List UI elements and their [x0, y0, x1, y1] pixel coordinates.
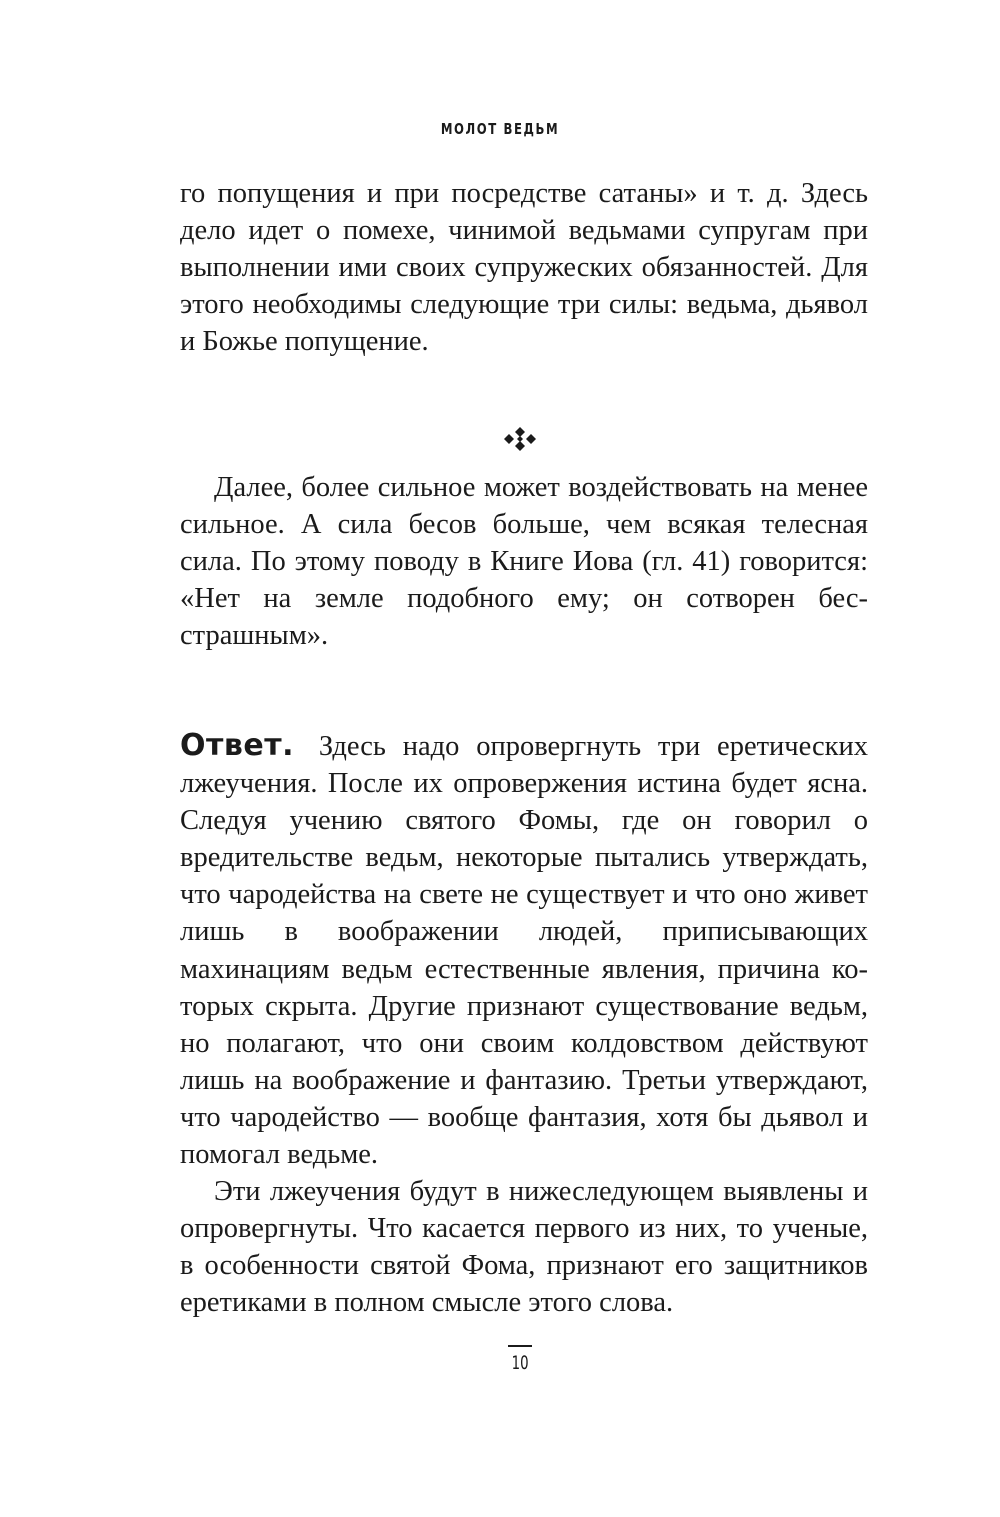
paragraph-argument	[180, 469, 868, 654]
answer-section	[180, 727, 868, 1322]
page-footer	[0, 1345, 1000, 1374]
answer-heading	[180, 728, 294, 763]
running-head: МОЛОТ ВЕДЬМ	[440, 120, 560, 138]
answer-heading-word: Ответ	[180, 728, 283, 763]
folio-rule	[508, 1345, 532, 1347]
answer-text: Здесь надо опровергнуть три еретических лжеучения. После их опровержения истина будет ясна. Следуя учению святого Фомы, где он говорил о вредительстве ведьм, некоторые пытались утверждать, что чародейства на свете не существует и что оно живет лишь в воображении людей, приписывающих махинациям ведьм естественные явления, причина которых скрыта. Другие признают существование ведьм, но полагают, что они своим колдовством действуют лишь на воображение и фантазию. Третьи утверждают, что чародейство — вообще фантазия, хотя бы дьявол и помогал ведьме.	[180, 731, 868, 1171]
paragraph-text: Далее, более сильное может воздействовать на менее сильное. А сила бесов больше, чем всякая телесная сила. По этому поводу в Книге Иова (гл. 41) говорится: «Нет на земле подобного ему; он сотворен бесстрашным».	[180, 472, 868, 652]
diamond-cluster-ornament-icon	[504, 427, 536, 451]
page-number: 10	[511, 1352, 529, 1374]
paragraph-continuation	[180, 175, 868, 360]
answer-heading-period: .	[282, 728, 295, 763]
answer-paragraph	[180, 727, 868, 1173]
paragraph-text: го попущения и при посредстве сатаны» и т. д. Здесь дело идет о помехе, чинимой ведьмами супругам при выполнении ими своих супружеских обязанностей. Для этого необходимы следующие три силы: ведьма, дьявол и Божье попущение.	[180, 178, 868, 358]
paragraph-text: Эти лжеучения будут в нижеследующем выявлены и опровергнуты. Что касается первого из них, то ученые, в особенности святой Фома, признают его защитников еретиками в полном смысле этого слова.	[180, 1176, 868, 1319]
